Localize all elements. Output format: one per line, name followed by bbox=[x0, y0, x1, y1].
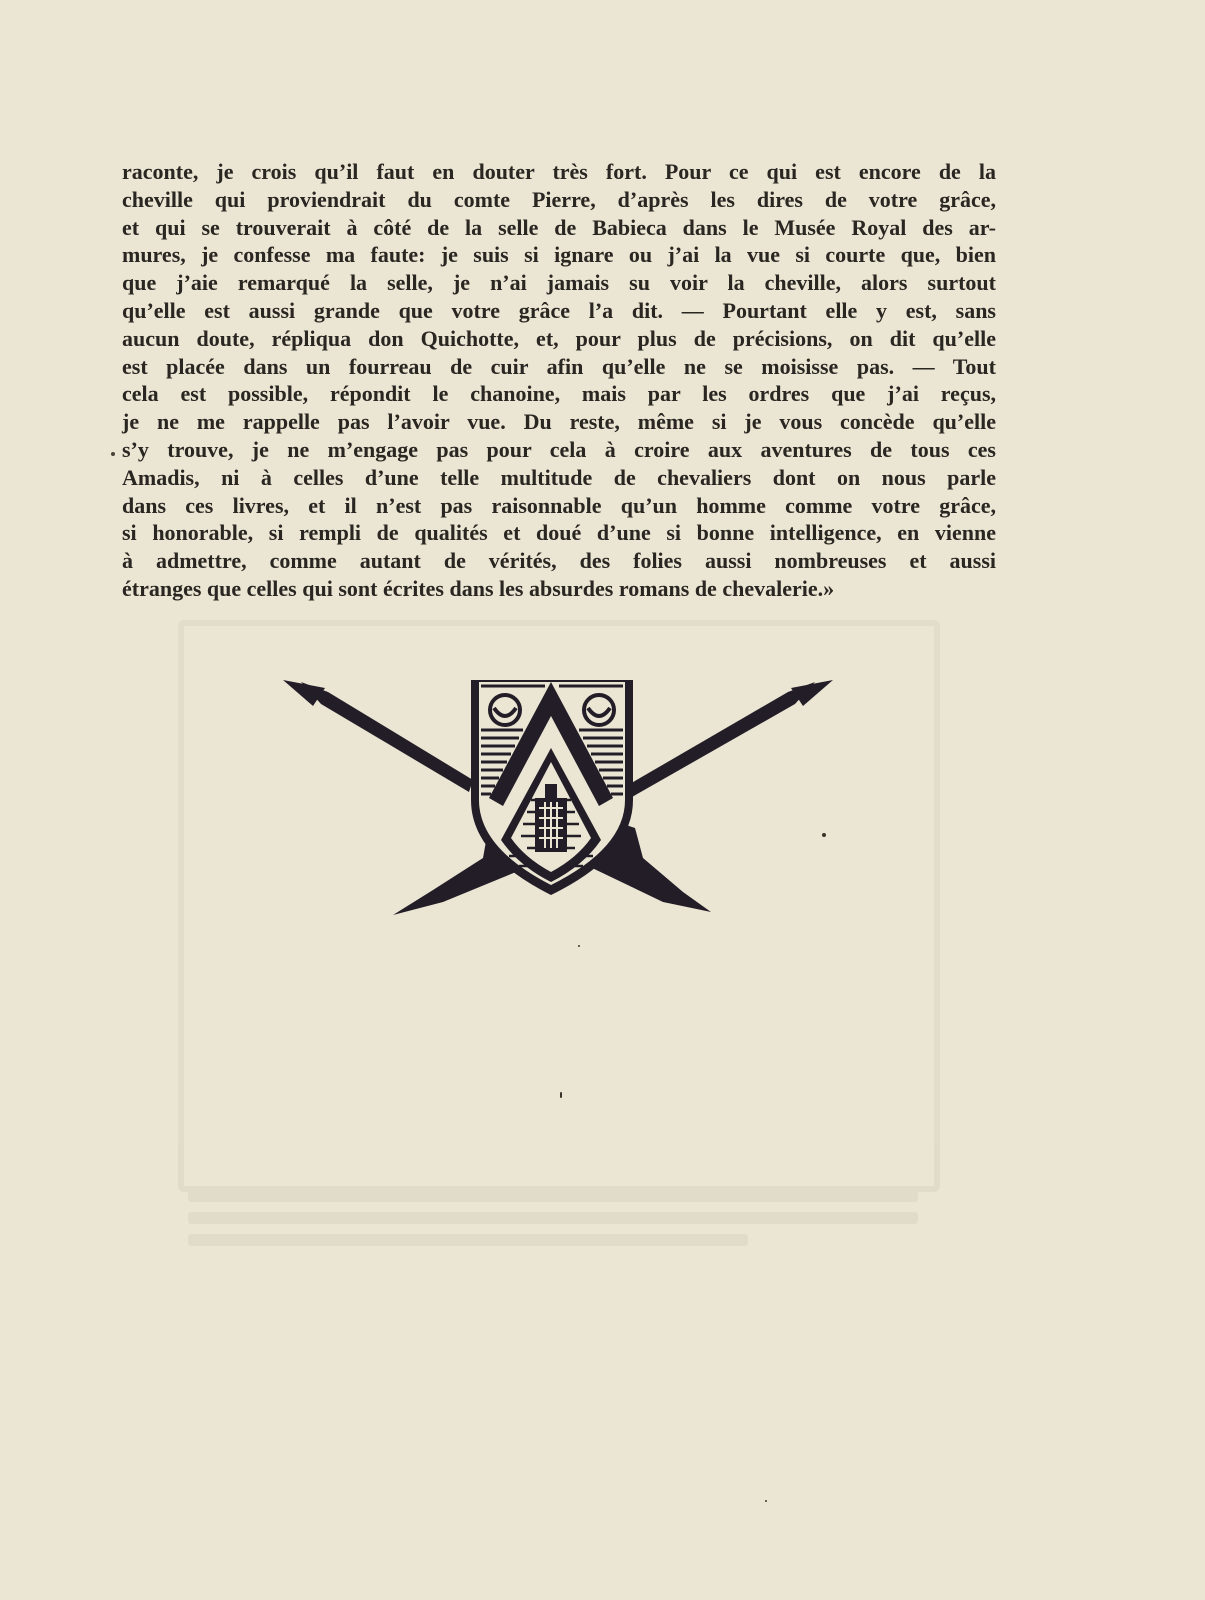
text-line: et qui se trouverait à côté de la selle de Babieca dans le Musée Royal des ar- bbox=[122, 214, 996, 240]
text-line: que j’aie remarqué la selle, je n’ai jamais su voir la cheville, alors surtout bbox=[122, 270, 996, 296]
text-line: à admettre, comme autant de vérités, des folies aussi nombreuses et aussi bbox=[122, 548, 996, 574]
show-through-caption-line bbox=[188, 1234, 748, 1246]
left-lance-upper bbox=[301, 682, 473, 792]
body-text bbox=[122, 158, 996, 603]
text-line: qu’elle est aussi grande que votre grâce l’a dit. — Pourtant elle y est, sans bbox=[122, 297, 996, 323]
text-line: Amadis, ni à celles d’une telle multitude de chevaliers dont on nous parle bbox=[122, 464, 996, 490]
right-lance-upper bbox=[628, 682, 815, 797]
ink-speck bbox=[578, 945, 580, 947]
margin-ink-dot bbox=[111, 452, 115, 456]
show-through-caption-line bbox=[188, 1212, 918, 1224]
text-line: s’y trouve, je ne m’engage pas pour cela à croire aux aventures de tous ces bbox=[122, 436, 996, 462]
text-line: aucun doute, répliqua don Quichotte, et, pour plus de précisions, on dit qu’elle bbox=[122, 325, 996, 351]
text-line: est placée dans un fourreau de cuir afin qu’elle ne se moisisse pas. — Tout bbox=[122, 353, 996, 379]
text-line: mures, je confesse ma faute: je suis si ignare ou j’ai la vue si courte que, bien bbox=[122, 242, 996, 268]
text-line: dans ces livres, et il n’est pas raisonnable qu’un homme comme votre grâce, bbox=[122, 492, 996, 518]
text-line: étranges que celles qui sont écrites dans les absurdes romans de chevalerie.» bbox=[122, 575, 835, 601]
text-line: si honorable, si rempli de qualités et doué d’une si bonne intelligence, en vienne bbox=[122, 520, 996, 546]
ink-speck bbox=[560, 1092, 562, 1098]
ink-speck bbox=[822, 833, 826, 837]
heraldic-shield-emblem bbox=[283, 680, 833, 920]
text-line: cheville qui proviendrait du comte Pierre, d’après les dires de votre grâce, bbox=[122, 186, 996, 212]
show-through-caption-line bbox=[188, 1190, 918, 1202]
ink-speck bbox=[765, 1500, 767, 1502]
text-line: cela est possible, répondit le chanoine, mais par les ordres que j’ai reçus, bbox=[122, 381, 996, 407]
text-line: raconte, je crois qu’il faut en douter très fort. Pour ce qui est encore de la bbox=[122, 159, 996, 184]
text-line: je ne me rappelle pas l’avoir vue. Du reste, même si je vous concède qu’elle bbox=[122, 409, 996, 435]
